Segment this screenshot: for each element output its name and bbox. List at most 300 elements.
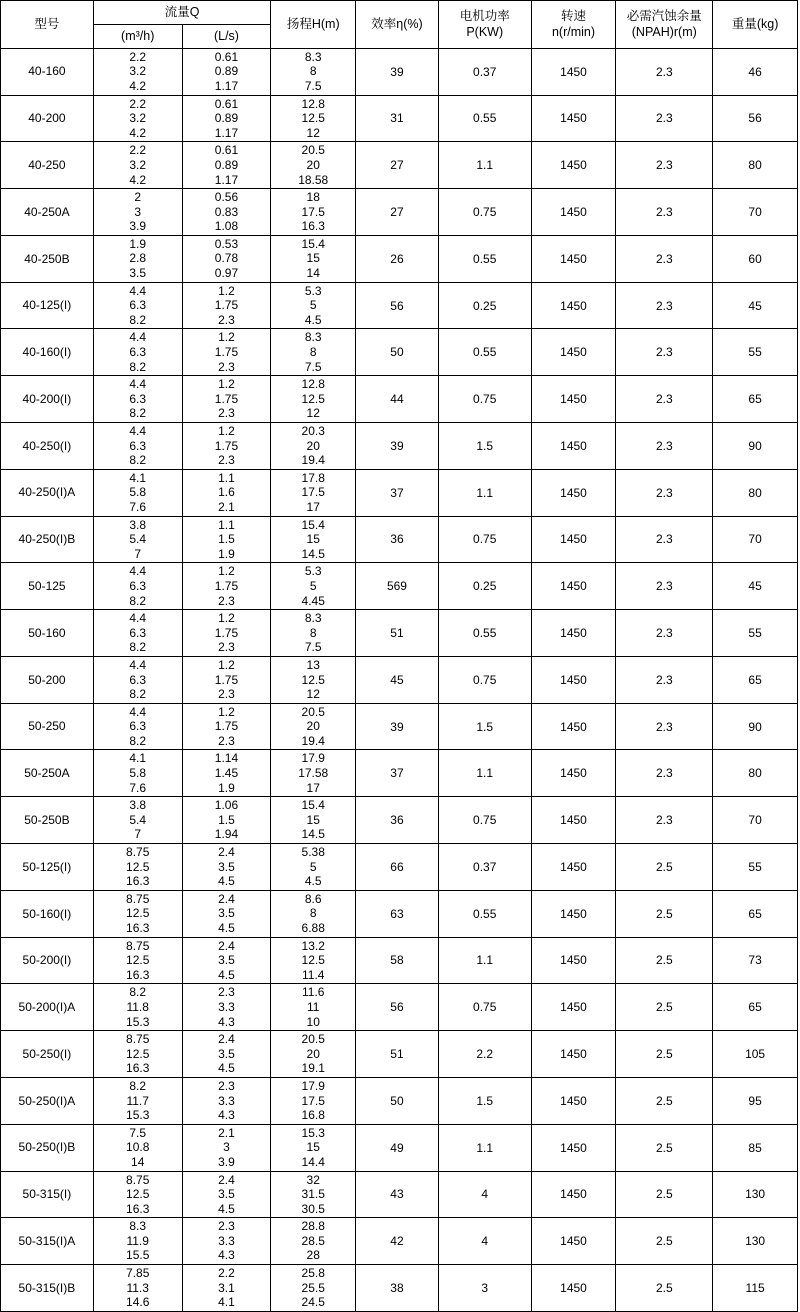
cell-flow-ls-value: 2.4 — [218, 845, 235, 860]
cell-flow-ls-value: 1.5 — [218, 532, 235, 547]
cell-flow-m3h-value: 2.2 — [129, 96, 147, 111]
cell-flow-m3h — [93, 1265, 182, 1312]
cell-head — [271, 516, 356, 563]
cell-flow-ls-value: 1.2 — [218, 564, 235, 579]
cell-flow-ls-value: 3.3 — [218, 1093, 235, 1108]
cell-npsh: 2.3 — [616, 48, 713, 95]
cell-flow-m3h-value: 15.5 — [126, 1248, 150, 1263]
cell-power: 0.75 — [438, 516, 531, 563]
cell-flow-ls-value: 2.3 — [218, 985, 235, 1000]
cell-head-value: 8.3 — [304, 330, 322, 345]
cell-speed: 1450 — [531, 1031, 616, 1078]
cell-head-value: 5.3 — [304, 564, 322, 579]
header-npsh-line2: (NPAH)r(m) — [631, 25, 697, 40]
cell-head-value: 17.5 — [301, 1093, 325, 1108]
cell-model: 40-200(I) — [1, 376, 94, 423]
cell-speed: 1450 — [531, 1077, 616, 1124]
cell-head-value: 15.3 — [301, 1125, 325, 1140]
cell-head-value: 5 — [309, 859, 317, 874]
cell-head-value: 4.5 — [304, 874, 322, 889]
cell-speed: 1450 — [531, 1218, 616, 1265]
cell-flow-m3h-value: 3.8 — [129, 798, 147, 813]
cell-flow-ls — [182, 235, 271, 282]
cell-head-value: 24.5 — [301, 1295, 325, 1310]
cell-head-value: 31.5 — [301, 1187, 325, 1202]
cell-flow-ls — [182, 703, 271, 750]
cell-flow-ls-value: 2.3 — [218, 359, 235, 374]
cell-weight: 45 — [713, 563, 798, 610]
cell-head-value: 28.5 — [301, 1233, 325, 1248]
cell-head — [271, 376, 356, 423]
cell-flow-m3h-value: 8.2 — [129, 406, 147, 421]
cell-speed: 1450 — [531, 890, 616, 937]
table-row — [1, 890, 798, 937]
cell-flow-m3h — [93, 890, 182, 937]
cell-efficiency: 49 — [356, 1124, 439, 1171]
cell-head-value: 32 — [306, 1172, 320, 1187]
cell-model: 50-125(I) — [1, 844, 94, 891]
cell-weight: 55 — [713, 610, 798, 657]
cell-flow-m3h-value: 14.6 — [126, 1295, 150, 1310]
cell-flow-ls-value: 1.2 — [218, 657, 235, 672]
cell-flow-ls-value: 3.5 — [218, 1187, 235, 1202]
cell-model: 40-250(I) — [1, 423, 94, 470]
cell-flow-m3h — [93, 797, 182, 844]
table-row — [1, 1265, 798, 1312]
cell-power: 0.75 — [438, 656, 531, 703]
cell-flow-ls-value: 4.5 — [218, 1201, 235, 1216]
cell-flow-m3h-value: 8.2 — [129, 359, 147, 374]
cell-flow-ls-value: 2.2 — [218, 1266, 235, 1281]
cell-head-value: 5.3 — [304, 283, 322, 298]
cell-npsh: 2.3 — [616, 329, 713, 376]
cell-head — [271, 329, 356, 376]
cell-power: 0.75 — [438, 984, 531, 1031]
cell-head-value: 15.4 — [301, 798, 325, 813]
cell-power: 2.2 — [438, 1031, 531, 1078]
cell-head-value: 19.4 — [301, 733, 325, 748]
cell-flow-ls — [182, 142, 271, 189]
cell-flow-ls-value: 0.61 — [214, 96, 239, 111]
cell-flow-ls — [182, 563, 271, 610]
cell-head-value: 4.45 — [301, 593, 325, 608]
cell-flow-ls-value: 3.5 — [218, 1046, 235, 1061]
table-row — [1, 750, 798, 797]
table-row — [1, 1077, 798, 1124]
cell-head-value: 16.8 — [301, 1108, 325, 1123]
cell-flow-ls — [182, 1031, 271, 1078]
cell-efficiency: 39 — [356, 423, 439, 470]
cell-head — [271, 656, 356, 703]
cell-power: 3 — [438, 1265, 531, 1312]
cell-npsh: 2.3 — [616, 95, 713, 142]
table-row — [1, 235, 798, 282]
cell-weight: 115 — [713, 1265, 798, 1312]
cell-speed: 1450 — [531, 48, 616, 95]
cell-flow-ls-value: 2.3 — [218, 1219, 235, 1234]
cell-efficiency: 45 — [356, 656, 439, 703]
cell-flow-m3h-value: 4.2 — [129, 78, 147, 93]
cell-flow-ls-value: 1.08 — [214, 219, 239, 234]
cell-model: 50-160 — [1, 610, 94, 657]
cell-head — [271, 1265, 356, 1312]
cell-flow-m3h-value: 6.3 — [129, 578, 147, 593]
cell-flow-ls — [182, 1218, 271, 1265]
cell-weight: 56 — [713, 95, 798, 142]
cell-weight: 55 — [713, 844, 798, 891]
table-row — [1, 656, 798, 703]
cell-flow-m3h-value: 12.5 — [126, 1046, 150, 1061]
table-row — [1, 1218, 798, 1265]
cell-head-value: 7.5 — [304, 78, 322, 93]
cell-flow-m3h-value: 8.2 — [129, 312, 147, 327]
cell-flow-m3h — [93, 376, 182, 423]
cell-speed: 1450 — [531, 1265, 616, 1312]
cell-speed: 1450 — [531, 797, 616, 844]
cell-flow-m3h-value: 2.8 — [129, 251, 147, 266]
cell-model: 40-160(I) — [1, 329, 94, 376]
cell-flow-m3h-value: 4.2 — [129, 172, 147, 187]
cell-model: 40-125(I) — [1, 282, 94, 329]
cell-efficiency: 27 — [356, 189, 439, 236]
cell-head-value: 17.58 — [298, 766, 329, 781]
cell-head-value: 28.8 — [301, 1219, 325, 1234]
cell-flow-ls-value: 1.5 — [218, 812, 235, 827]
cell-efficiency: 56 — [356, 984, 439, 1031]
cell-flow-m3h-value: 3 — [134, 204, 142, 219]
cell-power: 4 — [438, 1218, 531, 1265]
cell-flow-ls-value: 1.75 — [214, 719, 239, 734]
table-row — [1, 189, 798, 236]
cell-power: 4 — [438, 1171, 531, 1218]
cell-weight: 105 — [713, 1031, 798, 1078]
cell-flow-ls-value: 4.3 — [218, 1248, 235, 1263]
cell-flow-m3h-value: 8.2 — [129, 640, 147, 655]
cell-flow-ls-value: 3.9 — [218, 1154, 235, 1169]
cell-flow-ls-value: 1.94 — [214, 827, 239, 842]
cell-model: 50-250(I)A — [1, 1077, 94, 1124]
cell-head-value: 18.58 — [298, 172, 329, 187]
cell-power: 1.1 — [438, 142, 531, 189]
cell-model: 50-160(I) — [1, 890, 94, 937]
cell-model: 50-250B — [1, 797, 94, 844]
cell-flow-ls-value: 1.2 — [218, 611, 235, 626]
cell-flow-ls-value: 0.89 — [214, 111, 239, 126]
cell-model: 50-315(I)A — [1, 1218, 94, 1265]
cell-flow-m3h-value: 4.1 — [129, 470, 147, 485]
cell-flow-ls-value: 2.3 — [218, 406, 235, 421]
cell-flow-ls-value: 1.2 — [218, 377, 235, 392]
cell-flow-m3h-value: 3.9 — [129, 219, 147, 234]
cell-head — [271, 1171, 356, 1218]
cell-flow-ls-value: 2.3 — [218, 687, 235, 702]
cell-weight: 70 — [713, 189, 798, 236]
cell-head-value: 11.6 — [301, 985, 325, 1000]
cell-weight: 130 — [713, 1171, 798, 1218]
cell-npsh: 2.3 — [616, 563, 713, 610]
cell-power: 1.5 — [438, 703, 531, 750]
cell-flow-ls-value: 1.75 — [214, 298, 239, 313]
cell-flow-m3h-value: 7.6 — [129, 780, 147, 795]
cell-flow-m3h-value: 8.75 — [126, 1172, 150, 1187]
cell-head-value: 8.6 — [304, 891, 322, 906]
cell-flow-ls-value: 3.5 — [218, 906, 235, 921]
cell-weight: 90 — [713, 703, 798, 750]
cell-npsh: 2.5 — [616, 937, 713, 984]
cell-power: 0.55 — [438, 610, 531, 657]
cell-speed: 1450 — [531, 95, 616, 142]
cell-flow-ls-value: 3.3 — [218, 1233, 235, 1248]
cell-head-value: 5 — [309, 578, 317, 593]
cell-flow-ls-value: 1.17 — [214, 172, 239, 187]
cell-head-value: 12 — [306, 125, 320, 140]
cell-flow-m3h-value: 4.4 — [129, 657, 147, 672]
cell-head-value: 15 — [306, 532, 320, 547]
cell-efficiency: 39 — [356, 48, 439, 95]
cell-model: 50-315(I)B — [1, 1265, 94, 1312]
cell-head — [271, 189, 356, 236]
cell-head-value: 12.5 — [301, 111, 325, 126]
cell-flow-m3h-value: 11.8 — [126, 999, 149, 1014]
cell-npsh: 2.3 — [616, 423, 713, 470]
cell-model: 40-250(I)A — [1, 469, 94, 516]
cell-npsh: 2.3 — [616, 750, 713, 797]
cell-model: 40-250 — [1, 142, 94, 189]
cell-power: 1.1 — [438, 1124, 531, 1171]
cell-head — [271, 48, 356, 95]
cell-head-value: 14.4 — [301, 1154, 325, 1169]
cell-weight: 95 — [713, 1077, 798, 1124]
header-flow-ls: (L/s) — [182, 24, 271, 48]
cell-flow-m3h-value: 12.5 — [126, 906, 150, 921]
cell-speed: 1450 — [531, 189, 616, 236]
cell-model: 50-315(I) — [1, 1171, 94, 1218]
cell-flow-ls-value: 3 — [223, 1140, 230, 1155]
cell-flow-ls-value: 1.9 — [218, 780, 235, 795]
cell-flow-ls-value: 0.56 — [214, 190, 239, 205]
cell-head-value: 8 — [309, 906, 317, 921]
cell-power: 0.55 — [438, 329, 531, 376]
cell-npsh: 2.5 — [616, 1171, 713, 1218]
cell-speed: 1450 — [531, 1171, 616, 1218]
header-weight: 重量(kg) — [713, 1, 798, 49]
cell-npsh: 2.3 — [616, 797, 713, 844]
cell-head — [271, 797, 356, 844]
cell-flow-ls-value: 1.17 — [214, 125, 239, 140]
cell-flow-ls — [182, 890, 271, 937]
cell-speed: 1450 — [531, 1124, 616, 1171]
cell-head — [271, 844, 356, 891]
cell-efficiency: 37 — [356, 750, 439, 797]
cell-model: 40-250A — [1, 189, 94, 236]
cell-flow-ls — [182, 610, 271, 657]
header-power-line2: P(KW) — [466, 25, 504, 40]
cell-flow-m3h-value: 4.2 — [129, 125, 147, 140]
cell-speed: 1450 — [531, 329, 616, 376]
cell-flow-m3h — [93, 610, 182, 657]
cell-npsh: 2.3 — [616, 469, 713, 516]
cell-flow-ls — [182, 984, 271, 1031]
cell-flow-m3h-value: 16.3 — [126, 874, 150, 889]
cell-head-value: 20 — [306, 1046, 320, 1061]
cell-efficiency: 51 — [356, 1031, 439, 1078]
cell-head-value: 12.5 — [301, 391, 325, 406]
cell-flow-m3h — [93, 656, 182, 703]
cell-flow-m3h-value: 8.2 — [129, 985, 147, 1000]
cell-npsh: 2.5 — [616, 844, 713, 891]
cell-head-value: 16.3 — [301, 219, 325, 234]
cell-flow-ls-value: 0.97 — [214, 266, 239, 281]
cell-efficiency: 66 — [356, 844, 439, 891]
table-row — [1, 1124, 798, 1171]
cell-head — [271, 282, 356, 329]
cell-flow-m3h — [93, 1124, 182, 1171]
cell-flow-m3h-value: 12.5 — [126, 953, 150, 968]
cell-flow-ls — [182, 282, 271, 329]
cell-flow-ls-value: 1.75 — [214, 391, 239, 406]
table-row — [1, 142, 798, 189]
cell-flow-ls — [182, 656, 271, 703]
cell-efficiency: 36 — [356, 516, 439, 563]
cell-flow-ls — [182, 516, 271, 563]
cell-efficiency: 50 — [356, 1077, 439, 1124]
cell-efficiency: 27 — [356, 142, 439, 189]
cell-flow-m3h-value: 2 — [134, 190, 142, 205]
cell-flow-ls-value: 4.3 — [218, 1014, 235, 1029]
cell-model: 50-250(I)B — [1, 1124, 94, 1171]
cell-weight: 65 — [713, 656, 798, 703]
cell-flow-ls-value: 1.9 — [218, 546, 235, 561]
cell-head-value: 15 — [306, 251, 320, 266]
cell-head-value: 17.5 — [301, 204, 325, 219]
cell-flow-ls-value: 1.75 — [214, 438, 239, 453]
cell-speed: 1450 — [531, 282, 616, 329]
cell-speed: 1450 — [531, 610, 616, 657]
cell-flow-m3h-value: 8.75 — [126, 1032, 150, 1047]
cell-flow-ls-value: 4.5 — [218, 874, 235, 889]
cell-flow-m3h-value: 6.3 — [129, 672, 147, 687]
cell-head-value: 5.38 — [301, 845, 325, 860]
header-efficiency: 效率η(%) — [356, 1, 439, 49]
cell-model: 50-200(I)A — [1, 984, 94, 1031]
cell-flow-m3h-value: 4.4 — [129, 424, 147, 438]
cell-flow-ls-value: 0.83 — [214, 204, 239, 219]
cell-flow-m3h-value: 7.6 — [129, 499, 147, 514]
cell-flow-m3h-value: 16.3 — [126, 921, 150, 935]
cell-weight: 80 — [713, 142, 798, 189]
cell-head — [271, 1077, 356, 1124]
cell-flow-ls — [182, 423, 271, 470]
cell-flow-ls-value: 2.3 — [218, 733, 235, 748]
cell-npsh: 2.3 — [616, 282, 713, 329]
cell-efficiency: 39 — [356, 703, 439, 750]
cell-model: 50-250(I) — [1, 1031, 94, 1078]
cell-weight: 45 — [713, 282, 798, 329]
cell-flow-m3h-value: 2.2 — [129, 49, 147, 64]
table-row — [1, 469, 798, 516]
cell-head-value: 14.5 — [301, 827, 325, 842]
cell-flow-m3h — [93, 48, 182, 95]
cell-head — [271, 142, 356, 189]
cell-flow-ls — [182, 329, 271, 376]
cell-head-value: 20.5 — [301, 1032, 325, 1047]
cell-power: 0.37 — [438, 48, 531, 95]
table-row — [1, 423, 798, 470]
cell-flow-ls-value: 1.75 — [214, 345, 239, 360]
cell-flow-m3h-value: 11.3 — [126, 1280, 149, 1295]
cell-head-value: 20.3 — [301, 424, 325, 438]
cell-efficiency: 38 — [356, 1265, 439, 1312]
cell-flow-m3h — [93, 844, 182, 891]
cell-flow-m3h-value: 16.3 — [126, 1201, 150, 1216]
table-row — [1, 610, 798, 657]
cell-power: 1.5 — [438, 423, 531, 470]
cell-efficiency: 26 — [356, 235, 439, 282]
cell-npsh: 2.3 — [616, 376, 713, 423]
cell-head-value: 8.3 — [304, 49, 322, 64]
cell-flow-ls-value: 2.3 — [218, 640, 235, 655]
cell-model: 50-125 — [1, 563, 94, 610]
cell-flow-ls-value: 2.4 — [218, 1172, 235, 1187]
cell-flow-m3h-value: 8.2 — [129, 733, 147, 748]
cell-flow-m3h — [93, 189, 182, 236]
header-flow-group: 流量Q — [93, 1, 271, 25]
cell-efficiency: 56 — [356, 282, 439, 329]
cell-head-value: 20 — [306, 157, 320, 172]
cell-weight: 46 — [713, 48, 798, 95]
cell-power: 0.75 — [438, 797, 531, 844]
cell-head-value: 17.9 — [301, 1078, 325, 1093]
cell-flow-ls-value: 1.06 — [214, 798, 239, 813]
cell-speed: 1450 — [531, 844, 616, 891]
cell-head — [271, 610, 356, 657]
cell-head-value: 15 — [306, 812, 320, 827]
header-speed-line2: n(r/min) — [551, 25, 596, 40]
cell-head — [271, 95, 356, 142]
cell-flow-m3h-value: 3.5 — [129, 266, 147, 281]
cell-flow-ls-value: 3.3 — [218, 999, 235, 1014]
cell-speed: 1450 — [531, 563, 616, 610]
cell-efficiency: 42 — [356, 1218, 439, 1265]
cell-head-value: 8.3 — [304, 611, 322, 626]
cell-model: 40-250(I)B — [1, 516, 94, 563]
cell-flow-m3h — [93, 423, 182, 470]
cell-head-value: 17 — [306, 780, 320, 795]
header-npsh-line1: 必需汽蚀余量 — [626, 8, 702, 23]
cell-flow-ls — [182, 376, 271, 423]
cell-model: 50-250A — [1, 750, 94, 797]
cell-flow-ls-value: 2.4 — [218, 1032, 235, 1047]
cell-head-value: 8 — [309, 64, 317, 79]
cell-flow-ls-value: 2.4 — [218, 891, 235, 906]
cell-head — [271, 890, 356, 937]
cell-flow-ls-value: 3.1 — [218, 1280, 235, 1295]
cell-weight: 70 — [713, 797, 798, 844]
cell-flow-ls-value: 1.6 — [218, 485, 235, 500]
cell-efficiency: 51 — [356, 610, 439, 657]
header-model: 型号 — [1, 1, 94, 49]
cell-flow-m3h-value: 6.3 — [129, 625, 147, 640]
cell-flow-m3h — [93, 563, 182, 610]
cell-flow-m3h-value: 10.8 — [126, 1140, 150, 1155]
cell-head-value: 17 — [306, 499, 320, 514]
cell-head-value: 11 — [306, 999, 320, 1014]
cell-flow-m3h-value: 4.1 — [129, 751, 147, 766]
table-row — [1, 844, 798, 891]
cell-flow-m3h-value: 5.4 — [129, 532, 147, 547]
table-row — [1, 984, 798, 1031]
cell-flow-ls-value: 1.75 — [214, 578, 239, 593]
